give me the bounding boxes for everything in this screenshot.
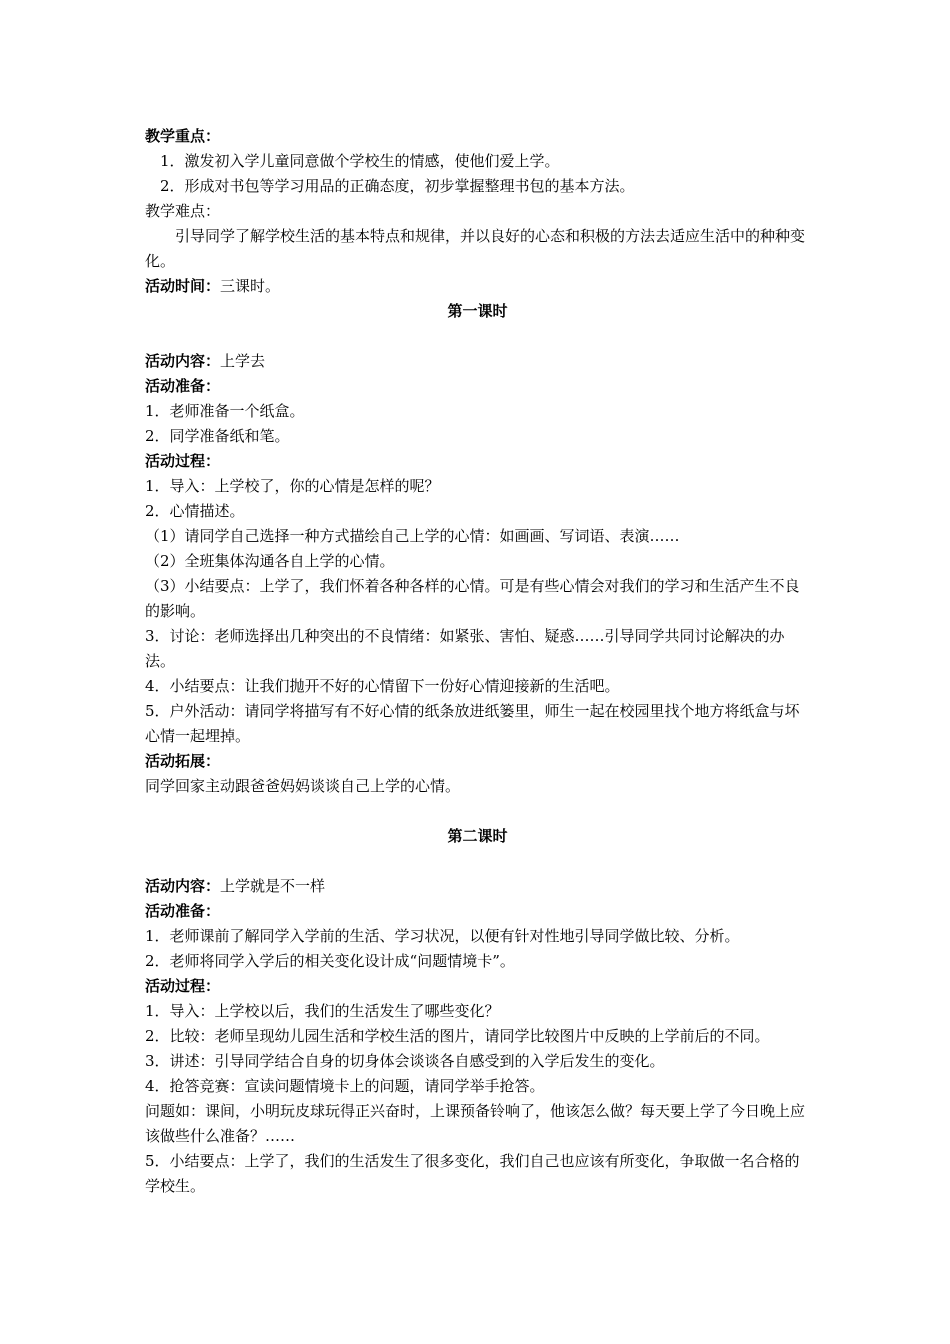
process-item: 1．导入：上学校以后，我们的生活发生了哪些变化？ [145, 1002, 500, 1020]
process-item: 2．心情描述。 [145, 502, 245, 520]
process-item: 3．讨论：老师选择出几种突出的不良情绪：如紧张、害怕、疑惑……引导同学共同讨论解决的办法。 [145, 627, 785, 670]
lesson1-title: 第一课时 [447, 302, 508, 320]
process-item: 5．户外活动：请同学将描写有不好心情的纸条放进纸篓里，师生一起在校园里找个地方将纸盒与坏心情一起埋掉。 [145, 702, 800, 745]
activity-time [145, 274, 810, 299]
prep-item: 1．老师准备一个纸盒。 [145, 402, 305, 420]
content-label: 活动内容： [145, 877, 221, 895]
process-item: 2．比较：老师呈现幼儿园生活和学校生活的图片，请同学比较图片中反映的上学前后的不同。 [145, 1027, 770, 1045]
prep-item: 1．老师课前了解同学入学前的生活、学习状况，以便有针对性地引导同学做比较、分析。 [145, 927, 740, 945]
process-item: 3．讲述：引导同学结合自身的切身体会谈谈各自感受到的入学后发生的变化。 [145, 1052, 665, 1070]
prep-item: 2．老师将同学入学后的相关变化设计成“问题情境卡”。 [145, 952, 515, 970]
lesson1-process-heading: 活动过程： [145, 452, 221, 470]
lesson1-content [145, 349, 810, 374]
spacer [145, 324, 810, 349]
focus-heading: 教学重点： [145, 127, 221, 145]
process-item: 4．抢答竞赛：宣读问题情境卡上的问题，请同学举手抢答。 [145, 1077, 545, 1095]
focus-item: 2．形成对书包等学习用品的正确态度，初步掌握整理书包的基本方法。 [160, 177, 635, 195]
extension-text: 同学回家主动跟爸爸妈妈谈谈自己上学的心情。 [145, 777, 461, 795]
spacer [145, 799, 810, 824]
content-value: 上学去 [220, 352, 266, 370]
process-item: 1．导入：上学校了，你的心情是怎样的呢？ [145, 477, 440, 495]
process-item: 5．小结要点：上学了，我们的生活发生了很多变化，我们自己也应该有所变化，争取做一名合格的学校生。 [145, 1152, 800, 1195]
time-value: 三课时。 [220, 277, 281, 295]
process-item: 问题如：课间，小明玩皮球玩得正兴奋时，上课预备铃响了，他该怎么做？每天要上学了今日晚上应该做些什么准备？…… [145, 1102, 806, 1145]
document-page [145, 124, 810, 1199]
process-item: （1）请同学自己选择一种方式描绘自己上学的心情：如画画、写词语、表演…… [145, 527, 680, 545]
process-item: （3）小结要点：上学了，我们怀着各种各样的心情。可是有些心情会对我们的学习和生活产生不良的影响。 [145, 577, 800, 620]
content-label: 活动内容： [145, 352, 221, 370]
difficulty-text: 引导同学了解学校生活的基本特点和规律，并以良好的心态和积极的方法去适应生活中的种种变化。 [145, 227, 806, 270]
lesson2-prep-heading: 活动准备： [145, 902, 221, 920]
lesson2-process-heading: 活动过程： [145, 977, 221, 995]
spacer [145, 849, 810, 874]
content-value: 上学就是不一样 [220, 877, 326, 895]
difficulty-heading: 教学难点： [145, 202, 221, 220]
lesson2-content [145, 874, 810, 899]
time-label: 活动时间： [145, 277, 221, 295]
lesson1-extension-heading: 活动拓展： [145, 752, 221, 770]
process-item: （2）全班集体沟通各自上学的心情。 [145, 552, 395, 570]
prep-item: 2．同学准备纸和笔。 [145, 427, 290, 445]
lesson2-title: 第二课时 [447, 827, 508, 845]
lesson1-prep-heading: 活动准备： [145, 377, 221, 395]
process-item: 4．小结要点：让我们抛开不好的心情留下一份好心情迎接新的生活吧。 [145, 677, 620, 695]
focus-item: 1．激发初入学儿童同意做个学校生的情感，使他们爱上学。 [160, 152, 560, 170]
